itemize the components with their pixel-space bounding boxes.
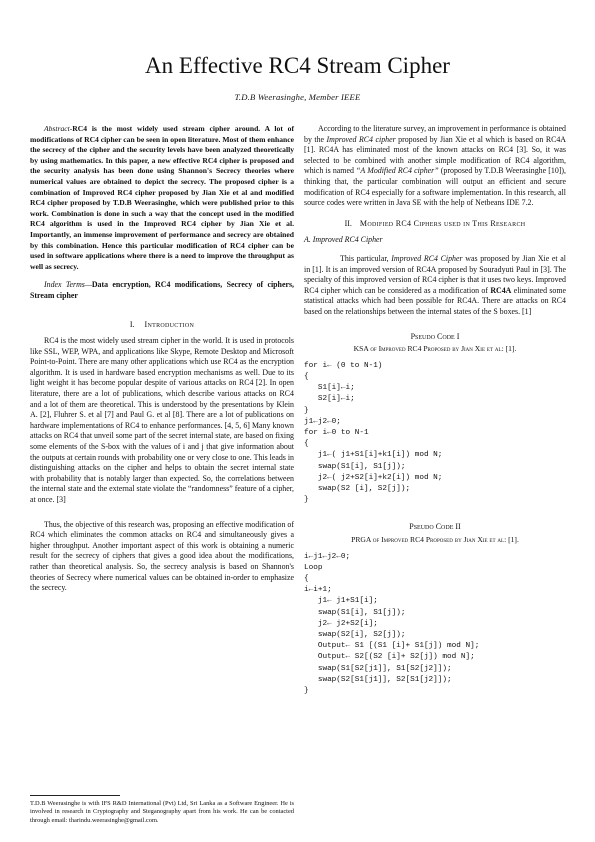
text-run: This particular,	[340, 253, 392, 263]
right-column	[304, 124, 566, 697]
index-terms-text: Data encryption, RC4 modifications, Secrecy of ciphers, Stream cipher	[30, 280, 294, 300]
section-2-number: II.	[344, 218, 352, 228]
subsection-a-heading: A. Improved RC4 Cipher	[304, 235, 383, 245]
pseudo-code-1-block: for i← (0 to N-1) { S1[i]←i; S2[i]←i; } j1←j2←0; for i←0 to N-1 { j1←( j1+S1[i]+k1[i]) mod N; swap(S1[i], S1[j]); j2←( j2+S2[i]+k2[i]) mod N; swap(S2 [i], S2[j]); }	[304, 361, 443, 505]
left-column	[30, 124, 294, 594]
pseudo-code-2-caption: PRGA of Improved RC4 Proposed by Jian Xie et al: [1].	[351, 534, 519, 544]
abstract-text: RC4 is the most widely used stream cipher around. A lot of modifications of RC4 cipher can be seen in open literature. Most of them enhance the secrecy of the cipher and the security levels have been analyzed theoretically by using mathematics. In this paper, a new effective RC4 cipher is proposed and the security analysis has been done using Shannon's Secrecy theories where numerical values are obtained to depict the secrecy. The proposed cipher is a combination of Improved RC4 cipher proposed by Jian Xie et al and modified RC4 cipher proposed by T.D.B Weerasinghe, which were published prior to this work. Combination is done in such a way that the concept used in the modified RC4 algorithm is used in the Improved RC4 cipher by Jian Xie et al. Importantly, an immense improvement of performance and secrecy are obtained by this combination. Hence this particular modification of RC4 cipher can be used in software applications where there is a need to improve the throughput as well as secrecy.	[30, 124, 294, 271]
text-run: proposed by Jian Xie et al which is based on RC4A [1]. RC4A has eliminated most of the known attacks on RC4 [3]. So, it was selected to be combined with another simple modification of RC4 algorithm, which is named	[304, 134, 566, 176]
text-run: eliminated some statistical attacks which had been possible for RC4A. There are attacks on RC4 based on the relationships between the internal states of the S boxes. [1]	[304, 285, 566, 316]
section-1-heading	[30, 320, 294, 331]
section-2-title: Modified RC4 Ciphers used in This Research	[359, 218, 526, 228]
pseudo-code-2-title: Pseudo Code II	[409, 522, 461, 532]
text-run: According to the literature survey, an improvement in performance is obtained by the	[304, 124, 566, 144]
author-line: T.D.B Weerasinghe, Member IEEE	[234, 92, 361, 102]
intro-paragraph-1: RC4 is the most widely used stream cipher in the world. It is used in protocols like SSL, WEP, WPA, and applications like Skype, Remote Desktop and Microsoft Point-to-Point. There are many other applications which use RC4 as the encryption algorithm. It is used in hardware based encryption mechanisms as well. Due to its light weight it has become popular despite of various attacks on RC4 [2]. In open literature, there are a lot of publications, which describe various attacks on RC4 and a lot of them are theoretical. This is understood by the presentations by Klein A. [2], Fluhrer S. et al [7] and Paul G. et al [8]. There are a lot of publications on hardware implementations of RC4 to enhance performances. [4, 5, 6] Many known attacks on RC4 that unveil some part of the secret internal state, are based on fixing some elements of the S-box with the values of i and j that give information about the outputs at certain rounds with probability one or very close to one. This leads in distinguishing attacks on the cipher and helps to obtain the secret internal state with probability that is notably larger than expected. So, the correlations between the internal state and the external state violate the “randomness” feature of a cipher, at once. [3]	[30, 336, 294, 504]
italic-term: “A Modified RC4 cipher”	[356, 166, 439, 176]
italic-term: Improved RC4 Cipher	[391, 253, 463, 263]
pseudo-code-1-title: Pseudo Code I	[410, 331, 460, 341]
literature-paragraph	[304, 124, 566, 209]
index-terms-lead: Index Terms—	[44, 280, 92, 290]
author-footnote: T.D.B Weerasinghe is with IFS R&D International (Pvt) Ltd, Sri Lanka as a Software Engineer. He is involved in research in Cryptography and Steganography apart from his work. He can be contacted through email: tharindu.weerasinghe@gmail.com.	[30, 800, 294, 824]
text-run: was proposed by Jian Xie et al in [1]. It is an improved version of RC4A proposed by Souradyuti Paul in [3]. The specialty of this improved version of RC4 cipher is that it uses two keys. Improved RC4 cipher which can be considered as a modification of	[304, 253, 566, 295]
abstract	[30, 124, 294, 272]
italic-term: Improved RC4 cipher	[326, 134, 396, 144]
paper-title: An Effective RC4 Stream Cipher	[145, 53, 450, 78]
bold-term: RC4A	[490, 285, 512, 295]
intro-paragraph-2: Thus, the objective of this research was, proposing an effective modification of RC4 which eliminates the common attacks on RC4 and simultaneously gives a higher throughput. Another important aspect of this work is obtaining a numeric result for the secrecy of ciphers that gives a good idea about the modifications, rather than theoretical analysis. So, the secrecy analysis is based on Shannon's theories of Secrecy where numerical values can be obtained in-order to emphasize the secrecy.	[30, 519, 294, 593]
pseudo-code-2-block: i←j1←j2←0; Loop { i←i+1; j1← j1+S1[i]; swap(S1[i], S1[j]); j2← j2+S2[i]; swap(S2[i], S2[j]); Output← S1 [(S1 [i]+ S1[j]) mod N]; Output← S2[(S2 [i]+ S2[j]) mod N]; swap(S1[S2[j1]], S1[S2[j2]]); swap(S2[S1[j1]], S2[S1[j2]]); }	[304, 552, 480, 695]
section-1-title: Introduction	[144, 319, 195, 329]
text-run: (proposed by T.D.B Weerasinghe [10]), thinking that, the particular combination will output an efficient and secure modification of RC4 especially for a software implementation. In this research, all source codes were written in Java SE with the help of Netbeans IDE 7.2.	[304, 166, 567, 208]
section-2-heading	[304, 219, 566, 230]
pseudo-code-1-caption: KSA of Improved RC4 Proposed by Jian Xie et al: [1].	[353, 344, 517, 354]
index-terms	[30, 280, 294, 301]
abstract-lead: Abstract-	[44, 124, 73, 133]
section-1-number: I.	[129, 319, 135, 329]
footnote-rule	[30, 795, 120, 796]
improved-rc4-paragraph	[304, 254, 566, 318]
